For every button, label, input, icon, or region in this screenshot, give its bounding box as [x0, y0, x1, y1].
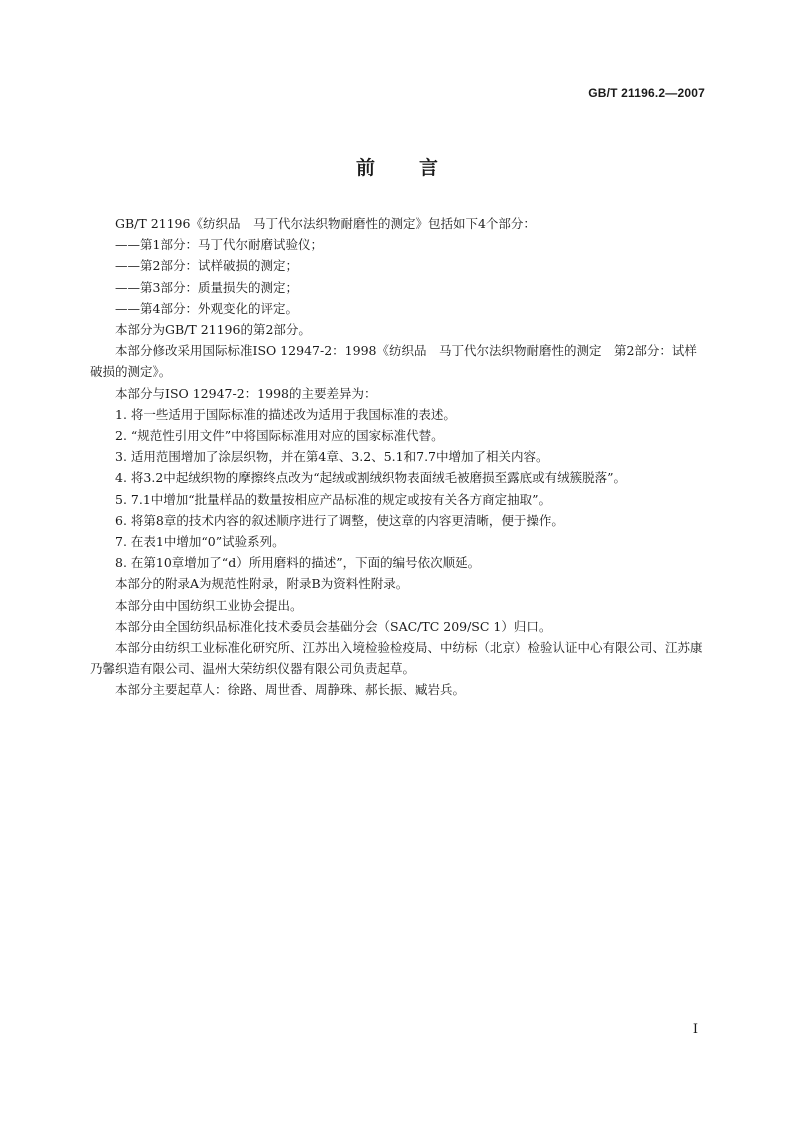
paragraph: 5. 7.1中增加“批量样品的数量按相应产品标准的规定或按有关各方商定抽取”。 — [115, 491, 552, 507]
paragraph: ——第4部分：外观变化的评定。 — [115, 300, 298, 316]
paragraph: 本部分由纺织工业标准化研究所、江苏出入境检验检疫局、中纺标（北京）检验认证中心有限公司、江苏康乃馨织造有限公司、温州大荣纺织仪器有限公司负责起草。 — [90, 640, 703, 677]
paragraph: ——第3部分：质量损失的测定； — [115, 279, 298, 295]
paragraph: 4. 将3.2中起绒织物的摩擦终点改为“起绒或割绒织物表面绒毛被磨损至露底或有绒簇脱落”。 — [115, 470, 627, 486]
paragraph: 本部分主要起草人：徐路、周世香、周静珠、郝长振、臧岩兵。 — [115, 682, 466, 698]
standard-number: GB/T 21196.2—2007 — [588, 86, 705, 100]
paragraph: 7. 在表1中增加“0”试验系列。 — [115, 534, 285, 550]
paragraph: 本部分为GB/T 21196的第2部分。 — [115, 322, 311, 338]
page-title — [0, 153, 794, 180]
title-char-1: 前 — [355, 157, 375, 179]
title-char-2: 言 — [419, 157, 439, 179]
paragraph: 本部分的附录A为规范性附录，附录B为资料性附录。 — [115, 576, 409, 592]
paragraph: ——第2部分：试样破损的测定； — [115, 258, 298, 274]
paragraph: 1. 将一些适用于国际标准的描述改为适用于我国标准的表述。 — [115, 406, 456, 422]
paragraph: 6. 将第8章的技术内容的叙述顺序进行了调整，使这章的内容更清晰，便于操作。 — [115, 512, 564, 528]
paragraph: 本部分修改采用国际标准ISO 12947-2：1998《纺织品 马丁代尔法织物耐磨性的测定 第2部分：试样破损的测定》。 — [90, 343, 697, 380]
paragraph: 2. “规范性引用文件”中将国际标准用对应的国家标准代替。 — [115, 428, 444, 444]
paragraph: 8. 在第10章增加了“d）所用磨料的描述”，下面的编号依次顺延。 — [115, 555, 481, 571]
page-number: I — [692, 1022, 698, 1037]
paragraph: 本部分由中国纺织工业协会提出。 — [115, 597, 303, 613]
paragraph: 本部分由全国纺织品标准化技术委员会基础分会（SAC/TC 209/SC 1）归口。 — [115, 618, 552, 634]
paragraph: GB/T 21196《纺织品 马丁代尔法织物耐磨性的测定》包括如下4个部分： — [115, 216, 536, 231]
foreword-body — [90, 213, 708, 701]
paragraph: 本部分与ISO 12947-2：1998的主要差异为： — [115, 385, 377, 401]
paragraph: 3. 适用范围增加了涂层织物，并在第4章、3.2、5.1和7.7中增加了相关内容。 — [115, 449, 549, 465]
paragraph: ——第1部分：马丁代尔耐磨试验仪； — [115, 237, 323, 253]
